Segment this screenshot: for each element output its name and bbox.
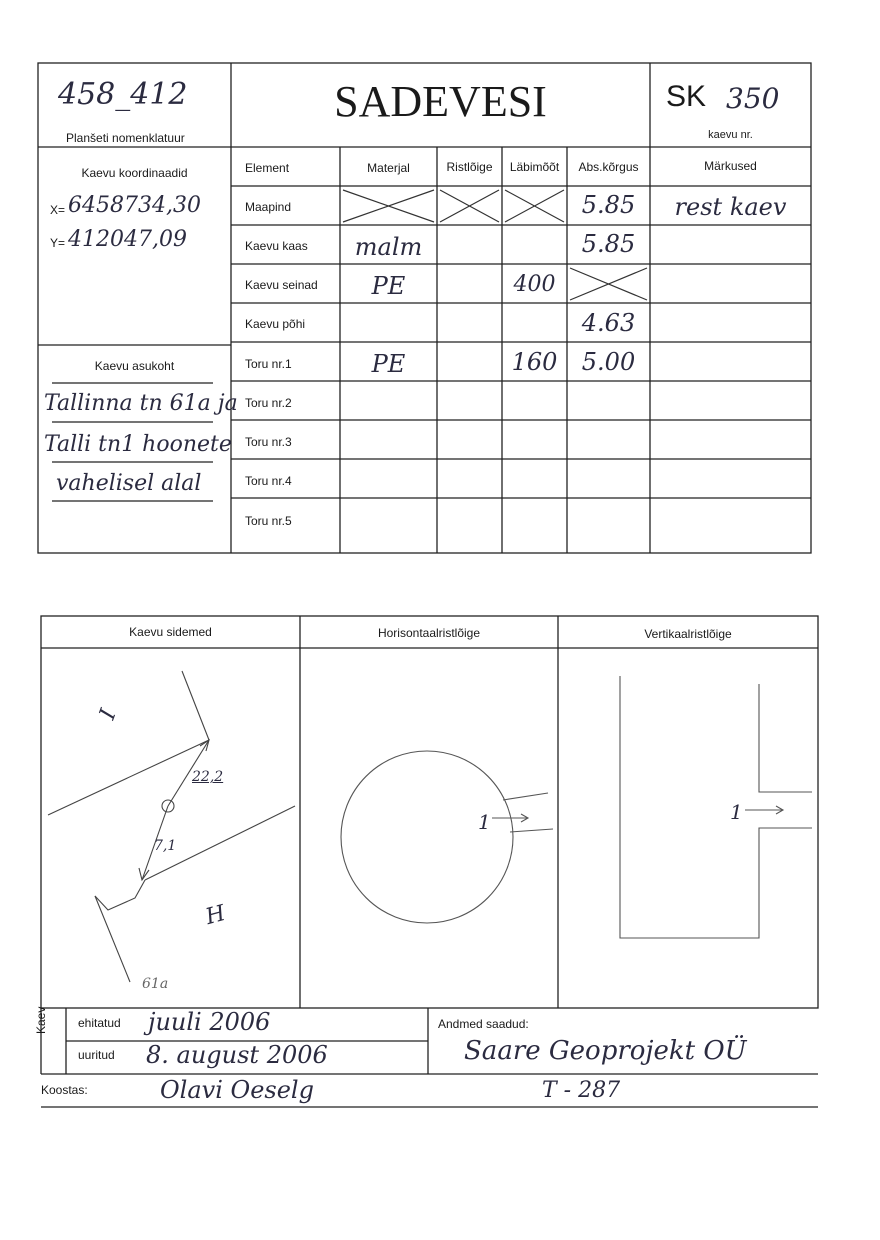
kaev-side-label: Kaev (34, 1006, 48, 1034)
location-line-1: Tallinna tn 61a ja (44, 391, 238, 416)
sketch-header-sidemed: Kaevu sidemed (129, 625, 212, 639)
row-abs: 4.63 (581, 309, 636, 337)
row-abs: 5.00 (581, 348, 636, 376)
sketch-header-vertikaal: Vertikaalristlõige (644, 627, 732, 641)
kaevu-label: kaevu nr. (708, 129, 753, 141)
row-element: Kaevu seinad (245, 278, 318, 292)
koostas-value: Olavi Oeselg (160, 1076, 314, 1104)
row-materjal: PE (371, 350, 406, 378)
location-label: Kaevu asukoht (94, 359, 175, 373)
house-label: I (95, 706, 122, 723)
header-materjal: Materjal (367, 161, 410, 175)
row-materjal: malm (354, 233, 423, 261)
dimension-label: 7,1 (154, 838, 177, 854)
row-element: Toru nr.5 (245, 514, 292, 528)
row-element: Kaevu kaas (245, 239, 308, 253)
planset-label: Planšeti nomenklatuur (66, 131, 185, 145)
pipe-label: 1 (730, 800, 743, 824)
pipe-label: 1 (478, 810, 491, 834)
row-element: Toru nr.1 (245, 357, 292, 371)
header-element: Element (245, 161, 290, 175)
house-label: H (203, 900, 229, 931)
header-ristloige: Ristlõige (446, 160, 493, 174)
koostas-label: Koostas: (41, 1083, 88, 1097)
row-labimoot: 160 (511, 348, 558, 376)
andmed-value: Saare Geoprojekt OÜ (464, 1036, 747, 1066)
kaevu-prefix: SK (666, 80, 707, 113)
row-materjal: PE (371, 272, 406, 300)
house-number-label: 61a (142, 976, 169, 992)
row-abs: 5.85 (581, 191, 636, 219)
page-title: SADEVESI (334, 77, 547, 126)
andmed-label: Andmed saadud: (438, 1017, 529, 1031)
sketch-header-horisontaal: Horisontaalristlõige (377, 626, 481, 640)
header-markused: Märkused (704, 159, 757, 173)
reference-number: T - 287 (542, 1078, 621, 1103)
planset-value: 458_412 (58, 77, 188, 112)
location-line-3: vahelisel alal (56, 471, 202, 496)
header-labimoot: Läbimõõt (509, 160, 560, 174)
row-element: Maapind (245, 200, 292, 214)
row-element: Kaevu põhi (245, 317, 306, 331)
x-coordinate: 6458734,30 (68, 193, 201, 218)
row-labimoot: 400 (513, 272, 556, 297)
location-line-2: Talli tn1 hoonete (44, 432, 232, 457)
row-markused: rest kaev (674, 193, 787, 221)
uuritud-label: uuritud (78, 1048, 115, 1062)
ehitatud-label: ehitatud (78, 1016, 121, 1030)
coordinates-label: Kaevu koordinaadid (81, 166, 188, 180)
uuritud-value: 8. august 2006 (146, 1041, 328, 1069)
row-element: Toru nr.2 (245, 396, 292, 410)
row-element: Toru nr.3 (245, 435, 292, 449)
row-element: Toru nr.4 (245, 474, 292, 488)
header-abs-korgus: Abs.kõrgus (578, 160, 639, 174)
y-prefix: Y= (50, 236, 66, 250)
kaevu-number: 350 (726, 82, 780, 115)
x-prefix: X= (50, 203, 66, 217)
y-coordinate: 412047,09 (68, 227, 187, 252)
dimension-label: 22,2 (192, 769, 224, 785)
ehitatud-value: juuli 2006 (148, 1008, 271, 1036)
row-abs: 5.85 (581, 230, 636, 258)
